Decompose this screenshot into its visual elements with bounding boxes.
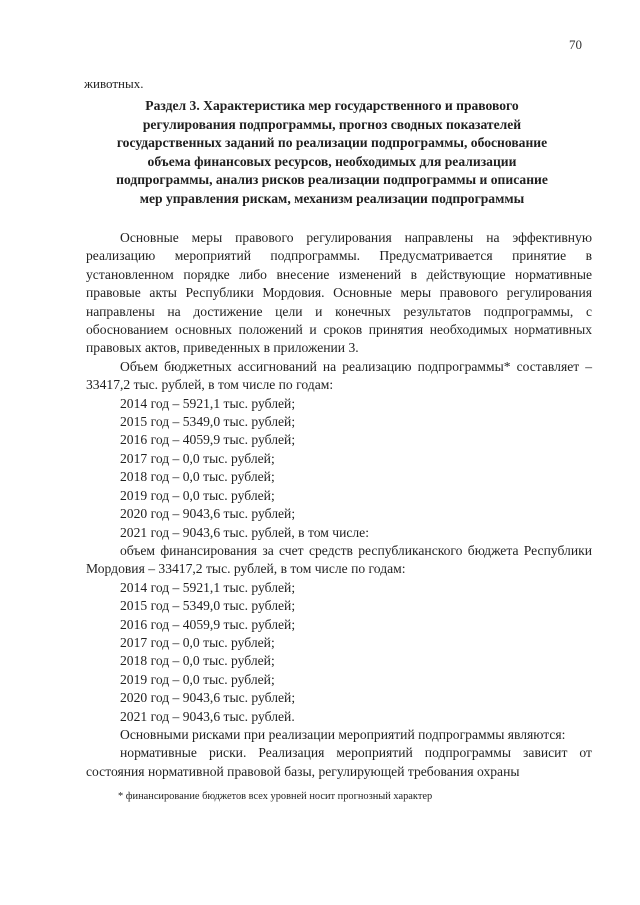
budget-year-item: 2015 год – 5349,0 тыс. рублей;	[120, 414, 296, 430]
heading-line: объема финансовых ресурсов, необходимых для реализации	[147, 153, 517, 169]
republic-year-item: 2017 год – 0,0 тыс. рублей;	[120, 634, 275, 650]
document-body	[86, 229, 592, 781]
section-heading	[72, 97, 592, 208]
republic-year-item: 2021 год – 9043,6 тыс. рублей.	[120, 708, 295, 724]
republic-year-item: 2018 год – 0,0 тыс. рублей;	[120, 653, 275, 669]
republic-year-item: 2020 год – 9043,6 тыс. рублей;	[120, 690, 296, 706]
heading-line: государственных заданий по реализации подпрограммы, обоснование	[116, 135, 548, 150]
budget-year-item: 2016 год – 4059,9 тыс. рублей;	[120, 432, 296, 448]
budget-year-item: 2019 год – 0,0 тыс. рублей;	[120, 487, 275, 503]
paragraph-legal-measures: Основные меры правового регулирования направлены на эффективную реализацию мероприятий подпрограммы. Предусматривается принятие в установленном порядке либо внесение изменений в действующие нормативные правовые акты Республики Мордовия. Основные меры правового регулирования направлены на достижение цели и конечных результатов подпрограммы, с обоснованием основных положений и сроков принятия необходимых нормативных правовых актов, приведенных в приложении 3.	[86, 230, 592, 356]
republic-year-item: 2016 год – 4059,9 тыс. рублей;	[120, 616, 296, 632]
republic-year-item: 2019 год – 0,0 тыс. рублей;	[120, 671, 275, 687]
paragraph-risks-intro: Основными рисками при реализации мероприятий подпрограммы являются:	[120, 726, 566, 742]
republic-year-item: 2015 год – 5349,0 тыс. рублей;	[120, 598, 296, 614]
budget-year-item: 2017 год – 0,0 тыс. рублей;	[120, 450, 275, 466]
budget-year-item: 2020 год – 9043,6 тыс. рублей;	[120, 506, 296, 522]
heading-line: подпрограммы, анализ рисков реализации подпрограммы и описание	[116, 172, 548, 187]
budget-year-list	[86, 395, 592, 542]
budget-year-item: 2018 год – 0,0 тыс. рублей;	[120, 469, 275, 485]
heading-line: мер управления рискам, механизм реализации подпрограммы	[139, 190, 525, 206]
lead-text: животных.	[84, 76, 144, 91]
republic-year-item: 2014 год – 5921,1 тыс. рублей;	[120, 579, 296, 595]
paragraph-budget-total: Объем бюджетных ассигнований на реализацию подпрограммы* составляет – 33417,2 тыс. рублей, в том числе по годам:	[86, 358, 592, 393]
budget-year-item: 2014 год – 5921,1 тыс. рублей;	[120, 395, 296, 411]
paragraph-republic-budget: объем финансирования за счет средств республиканского бюджета Республики Мордовия – 33417,2 тыс. рублей, в том числе по годам:	[86, 542, 592, 577]
page-number: 70	[569, 37, 582, 52]
republic-year-list	[86, 579, 592, 726]
budget-year-item: 2021 год – 9043,6 тыс. рублей, в том числе:	[120, 524, 369, 540]
heading-line: регулирования подпрограммы, прогноз сводных показателей	[142, 116, 522, 132]
heading-line: Раздел 3. Характеристика мер государственного и правового	[145, 98, 519, 113]
footnote: * финансирование бюджетов всех уровней носит прогнозный характер	[118, 791, 433, 802]
paragraph-normative-risks: нормативные риски. Реализация мероприятий подпрограммы зависит от состояния нормативной правовой базы, регулирующей требования охраны	[86, 745, 592, 779]
